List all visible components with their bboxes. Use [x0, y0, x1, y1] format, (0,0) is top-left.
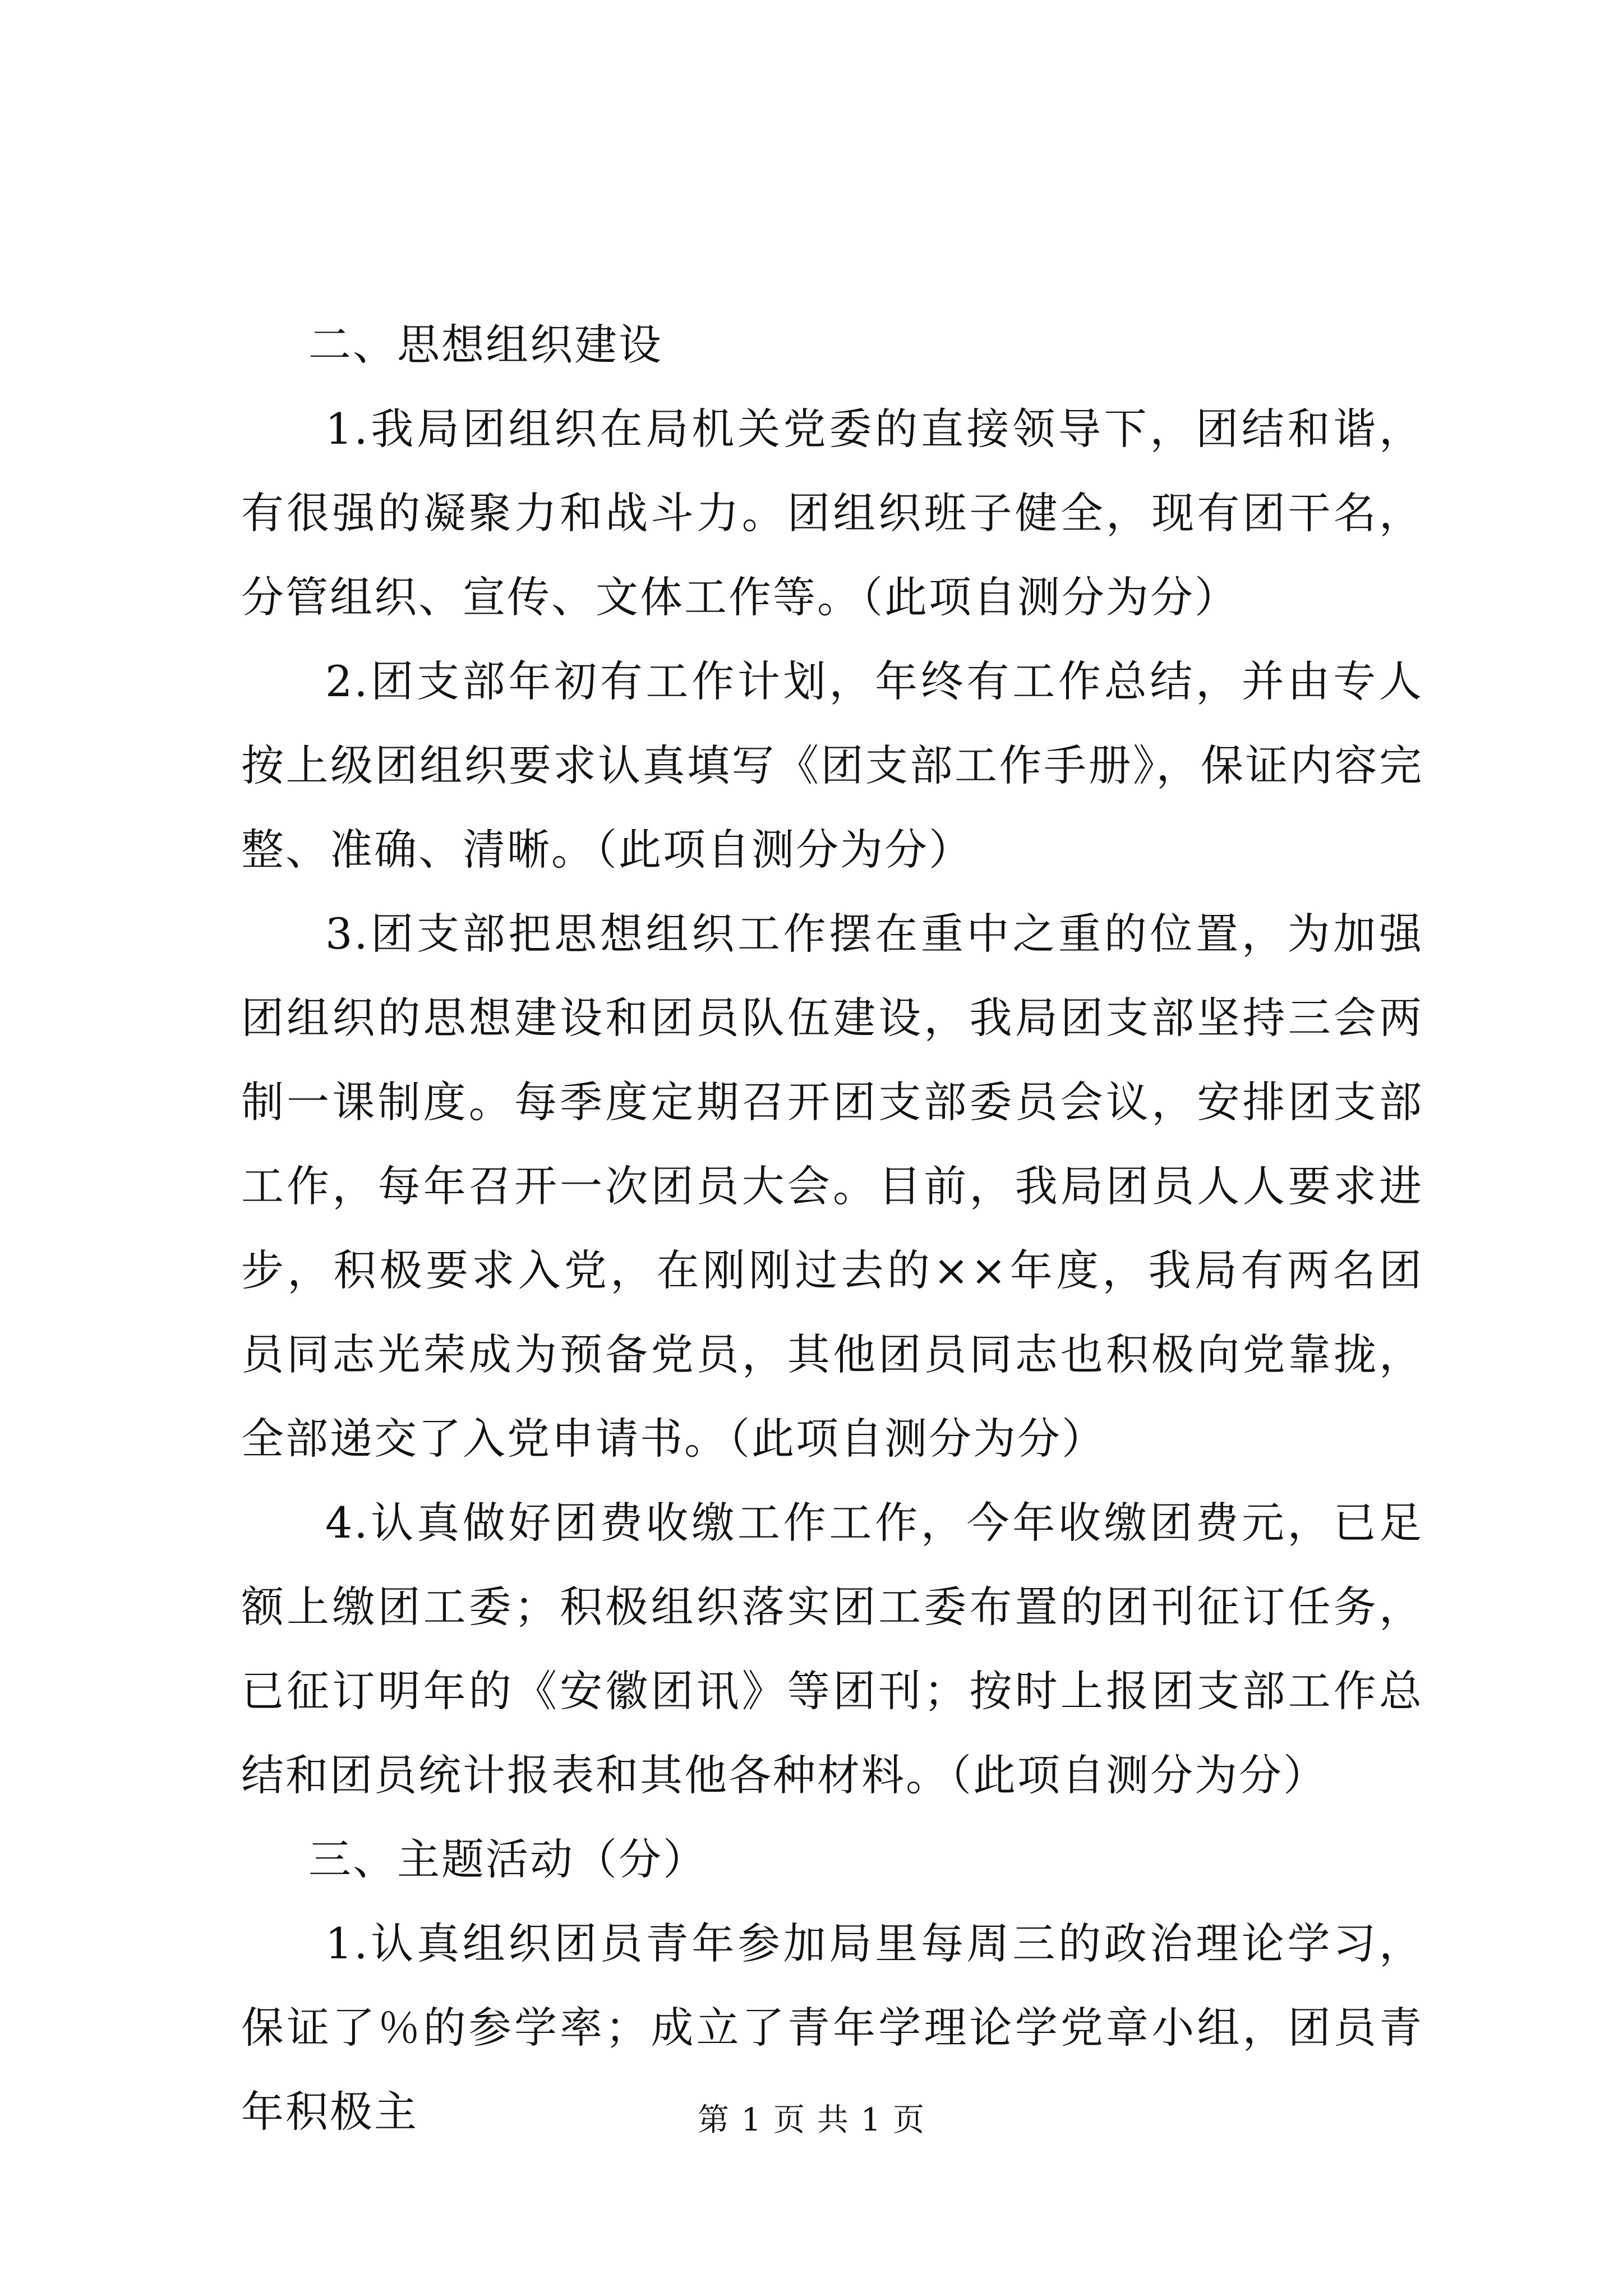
- paragraph-2-4: 4.认真做好团费收缴工作工作，今年收缴团费元，已足额上缴团工委；积极组织落实团工委布置的团刊征订任务，已征订明年的《安徽团讯》等团刊；按时上报团支部工作总结和团员统计报表和其他各种材料。（此项自测分为分）: [241, 1498, 1423, 1800]
- section-heading-2: 二、思想组织建设: [308, 320, 663, 370]
- section-heading-3: 三、主题活动（分）: [308, 1834, 707, 1884]
- page-footer: 第 1 页 共 1 页: [697, 2102, 926, 2138]
- document-body: [241, 303, 1423, 2154]
- paragraph-2-1: 1.我局团组织在局机关党委的直接领导下，团结和谐，有很强的凝聚力和战斗力。团组织班子健全，现有团干名，分管组织、宣传、文体工作等。（此项自测分为分）: [241, 404, 1423, 622]
- paragraph-3-1: 1.认真组织团员青年参加局里每周三的政治理论学习，保证了％的参学率；成立了青年学理论学党章小组，团员青年积极主: [241, 1918, 1423, 2137]
- paragraph-2-3: 3.团支部把思想组织工作摆在重中之重的位置，为加强团组织的思想建设和团员队伍建设，我局团支部坚持三会两制一课制度。每季度定期召开团支部委员会议，安排团支部工作，每年召开一次团员大会。目前，我局团员人人要求进步，积极要求入党，在刚刚过去的××年度，我局有两名团员同志光荣成为预备党员，其他团员同志也积极向党靠拢，全部递交了入党申请书。（此项自测分为分）: [241, 909, 1423, 1464]
- paragraph-2-2: 2.团支部年初有工作计划，年终有工作总结，并由专人按上级团组织要求认真填写《团支部工作手册》，保证内容完整、准确、清晰。（此项自测分为分）: [241, 656, 1423, 875]
